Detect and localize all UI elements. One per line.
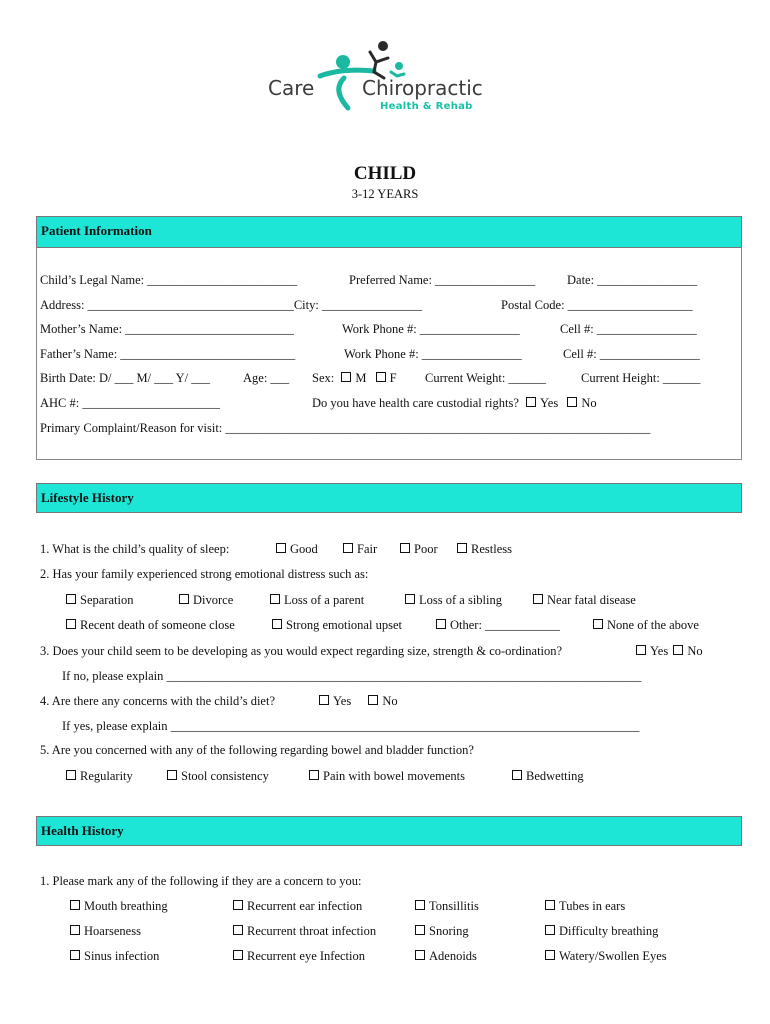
health-label: Hoarseness	[84, 924, 141, 938]
checkbox[interactable]	[270, 594, 280, 604]
complaint-field[interactable]: Primary Complaint/Reason for visit: ____________________________________________________________________	[40, 421, 651, 435]
birth-date-field[interactable]: Birth Date: D/ ___ M/ ___ Y/ ___	[40, 371, 211, 385]
health-label: Watery/Swollen Eyes	[559, 949, 667, 963]
bowel-option[interactable]	[309, 769, 465, 784]
distress-option[interactable]	[270, 593, 364, 608]
health-option[interactable]	[415, 899, 479, 914]
q4-explain-field[interactable]: If yes, please explain ___________________________________________________________________________	[62, 719, 640, 733]
q3-no-checkbox[interactable]	[673, 645, 683, 655]
sex-group	[312, 371, 397, 386]
sleep-poor-checkbox[interactable]	[400, 543, 410, 553]
lifestyle-title: Lifestyle History	[41, 490, 134, 505]
sleep-option[interactable]	[400, 542, 438, 557]
health-label: Adenoids	[429, 949, 477, 963]
health-label: Recurrent ear infection	[247, 899, 363, 913]
checkbox[interactable]	[272, 619, 282, 629]
weight-field[interactable]: Current Weight: ______	[425, 371, 546, 385]
date-field[interactable]: Date: ________________	[567, 273, 698, 287]
bowel-option[interactable]	[512, 769, 584, 784]
father-name-field[interactable]: Father’s Name: ____________________________	[40, 347, 296, 361]
health-option[interactable]	[415, 949, 477, 964]
health-option[interactable]	[545, 924, 658, 939]
bowel-label: Stool consistency	[181, 769, 269, 783]
legal-name-field[interactable]: Child’s Legal Name: ________________________	[40, 273, 298, 287]
health-option[interactable]	[233, 899, 362, 914]
mother-work-phone-field[interactable]: Work Phone #: ________________	[342, 322, 520, 336]
patient-info-title: Patient Information	[41, 223, 152, 238]
distress-option[interactable]	[66, 593, 133, 608]
checkbox[interactable]	[70, 925, 80, 935]
sex-m-label: M	[355, 371, 367, 385]
sleep-fair-checkbox[interactable]	[343, 543, 353, 553]
q4-yes-checkbox[interactable]	[319, 695, 329, 705]
distress-option[interactable]	[533, 593, 636, 608]
logo-subtitle: Health & Rehab	[380, 101, 473, 112]
distress-option[interactable]	[405, 593, 502, 608]
lifestyle-header	[36, 483, 742, 513]
health-label: Tonsillitis	[429, 899, 479, 913]
lifestyle-q1: 1. What is the child’s quality of sleep:	[40, 542, 230, 556]
lifestyle-q4: 4. Are there any concerns with the child’s diet?	[40, 694, 275, 708]
q4-no-checkbox[interactable]	[368, 695, 378, 705]
bowel-option[interactable]	[66, 769, 133, 784]
health-option[interactable]	[70, 899, 168, 914]
custodial-question: Do you have health care custodial rights?	[312, 396, 519, 410]
checkbox[interactable]	[66, 770, 76, 780]
sex-m-checkbox[interactable]	[341, 372, 351, 382]
bowel-label: Pain with bowel movements	[323, 769, 465, 783]
distress-option[interactable]	[436, 618, 560, 633]
q3-explain-field[interactable]: If no, please explain ____________________________________________________________________________	[62, 669, 642, 683]
distress-label: Separation	[80, 593, 134, 607]
health-option[interactable]	[545, 899, 625, 914]
sex-f-label: F	[389, 371, 397, 385]
checkbox[interactable]	[533, 594, 543, 604]
checkbox[interactable]	[309, 770, 319, 780]
sex-label: Sex:	[312, 371, 335, 385]
patient-info-header	[36, 216, 742, 248]
q4-yes-label: Yes	[333, 694, 352, 708]
checkbox[interactable]	[593, 619, 603, 629]
checkbox[interactable]	[167, 770, 177, 780]
health-label: Tubes in ears	[559, 899, 626, 913]
mother-name-field[interactable]: Mother’s Name: ___________________________	[40, 322, 294, 336]
logo-chiropractic-text: Chiropractic	[362, 76, 483, 100]
distress-label: Loss of a sibling	[419, 593, 502, 607]
preferred-name-field[interactable]: Preferred Name: ________________	[349, 273, 536, 287]
page-title: CHILD	[353, 163, 417, 184]
distress-option[interactable]	[272, 618, 402, 633]
checkbox[interactable]	[415, 950, 425, 960]
health-label: Difficulty breathing	[559, 924, 659, 938]
distress-label: Near fatal disease	[547, 593, 636, 607]
sleep-restless-label: Restless	[471, 542, 512, 556]
health-option[interactable]	[233, 924, 376, 939]
checkbox[interactable]	[233, 925, 243, 935]
health-label: Recurrent eye Infection	[247, 949, 365, 963]
sleep-option[interactable]	[457, 542, 512, 557]
q3-no-label: No	[687, 644, 703, 658]
health-option[interactable]	[70, 924, 141, 939]
checkbox[interactable]	[512, 770, 522, 780]
sleep-good-checkbox[interactable]	[276, 543, 286, 553]
lifestyle-q2: 2. Has your family experienced strong emotional distress such as:	[40, 567, 369, 581]
q3-answers	[636, 644, 703, 659]
checkbox[interactable]	[179, 594, 189, 604]
bowel-label: Bedwetting	[526, 769, 584, 783]
checkbox[interactable]	[66, 619, 76, 629]
health-option[interactable]	[70, 949, 159, 964]
sleep-poor-label: Poor	[414, 542, 438, 556]
logo-care-text: Care	[268, 76, 315, 100]
custodial-yes-checkbox[interactable]	[526, 397, 536, 407]
sex-f-checkbox[interactable]	[376, 372, 386, 382]
bowel-label: Regularity	[80, 769, 133, 783]
q4-answers	[319, 694, 398, 709]
sleep-good-label: Good	[290, 542, 318, 556]
q3-yes-label: Yes	[650, 644, 669, 658]
clinic-logo	[262, 38, 522, 118]
checkbox[interactable]	[66, 594, 76, 604]
checkbox[interactable]	[70, 900, 80, 910]
father-cell-field[interactable]: Cell #: ________________	[563, 347, 700, 361]
sleep-option[interactable]	[276, 542, 318, 557]
distress-label: Strong emotional upset	[286, 618, 402, 632]
health-header	[36, 816, 742, 846]
checkbox[interactable]	[415, 925, 425, 935]
health-option[interactable]	[233, 949, 365, 964]
father-work-phone-field[interactable]: Work Phone #: ________________	[344, 347, 522, 361]
mother-cell-field[interactable]: Cell #: ________________	[560, 322, 697, 336]
postal-code-field[interactable]: Postal Code: ____________________	[501, 298, 693, 312]
lifestyle-q3: 3. Does your child seem to be developing as you would expect regarding size, strength & co-ordination?	[40, 644, 563, 658]
distress-label: Other: ____________	[450, 618, 561, 632]
distress-option[interactable]	[593, 618, 699, 633]
age-field[interactable]: Age: ___	[243, 371, 290, 385]
lifestyle-q5: 5. Are you concerned with any of the following regarding bowel and bladder function?	[40, 743, 474, 757]
q4-no-label: No	[382, 694, 398, 708]
address-city-field[interactable]: Address: _________________________________City: ________________	[40, 298, 422, 312]
checkbox[interactable]	[405, 594, 415, 604]
checkbox[interactable]	[70, 950, 80, 960]
checkbox[interactable]	[233, 950, 243, 960]
health-label: Mouth breathing	[84, 899, 168, 913]
ahc-field[interactable]: AHC #: ______________________	[40, 396, 220, 410]
distress-label: Loss of a parent	[284, 593, 365, 607]
checkbox[interactable]	[436, 619, 446, 629]
sleep-option[interactable]	[343, 542, 377, 557]
health-option[interactable]	[545, 949, 667, 964]
distress-label: None of the above	[607, 618, 699, 632]
checkbox[interactable]	[545, 925, 555, 935]
health-title: Health History	[41, 823, 124, 838]
page-subtitle: 3-12 YEARS	[351, 187, 419, 201]
health-label: Snoring	[429, 924, 469, 938]
checkbox[interactable]	[415, 900, 425, 910]
sleep-restless-checkbox[interactable]	[457, 543, 467, 553]
health-label: Sinus infection	[84, 949, 160, 963]
distress-option[interactable]	[179, 593, 233, 608]
checkbox[interactable]	[545, 900, 555, 910]
checkbox[interactable]	[545, 950, 555, 960]
distress-label: Recent death of someone close	[80, 618, 235, 632]
custodial-yes-label: Yes	[540, 396, 559, 410]
custodial-group	[312, 396, 597, 411]
distress-label: Divorce	[193, 593, 234, 607]
sleep-fair-label: Fair	[357, 542, 378, 556]
height-field[interactable]: Current Height: ______	[581, 371, 701, 385]
custodial-no-checkbox[interactable]	[567, 397, 577, 407]
health-option[interactable]	[415, 924, 469, 939]
distress-option[interactable]	[66, 618, 235, 633]
custodial-no-label: No	[581, 396, 597, 410]
q3-yes-checkbox[interactable]	[636, 645, 646, 655]
bowel-option[interactable]	[167, 769, 269, 784]
checkbox[interactable]	[233, 900, 243, 910]
health-q1: 1. Please mark any of the following if they are a concern to you:	[40, 874, 362, 888]
health-label: Recurrent throat infection	[247, 924, 377, 938]
